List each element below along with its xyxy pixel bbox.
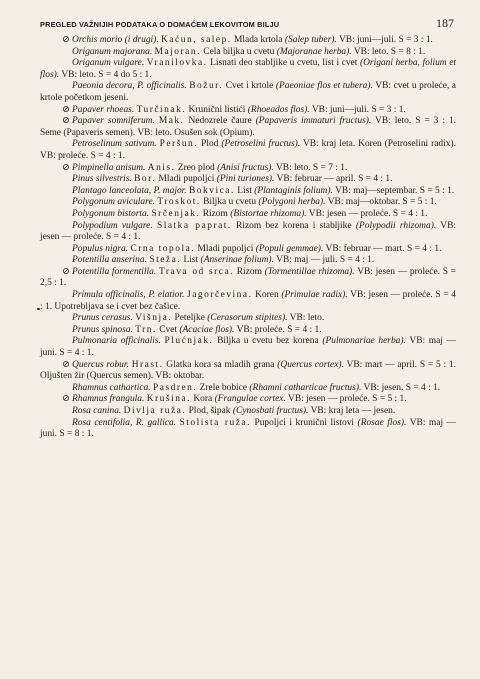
drug-name: (Salep tuber). [284, 35, 337, 45]
common-name: Krušina. [146, 394, 191, 405]
description: Mladi pupoljci [158, 174, 217, 185]
common-name: Plućnjak. [164, 336, 214, 347]
plant-entry [40, 406, 456, 418]
latin-name: Rosa canina. [72, 406, 122, 416]
common-name: Peršun. [159, 139, 199, 150]
harvest-info: VB: juni—juli. S = 3 : 1. [309, 104, 406, 115]
latin-name: Petroselinum sativum. [72, 139, 157, 150]
latin-name: Populus nigra. [72, 243, 129, 254]
latin-name: Origanum vulgare. [72, 58, 145, 69]
plant-entry [40, 267, 456, 290]
plant-entry [40, 163, 456, 175]
description: Krunični listići [188, 104, 248, 115]
marker-icon: ⊘ [62, 162, 70, 173]
drug-name: (Acaciae flos). [179, 324, 235, 335]
marker-icon: ⊘ [62, 116, 70, 127]
harvest-info: VB: maj — juli. S = 4 : 1. [273, 255, 375, 266]
description: List [183, 255, 201, 266]
marker-icon: ⊘ [62, 266, 70, 277]
harvest-info: VB: leto. S = 4 do 5 : 1. [59, 69, 152, 80]
common-name: Crna topola. [130, 243, 196, 254]
plant-entry [40, 209, 456, 221]
plant-entry [40, 394, 456, 406]
common-name: Vranilovka. [146, 58, 208, 69]
description: Plod [201, 139, 222, 150]
latin-name: Potentilla formentilla. [72, 266, 157, 277]
plant-entry [40, 35, 456, 47]
drug-name: (Polypodii rhizoma). [355, 220, 437, 231]
harvest-info: VB: leto. [287, 313, 325, 324]
drug-name: (Paeoniae flos et tubera). [275, 81, 373, 92]
description: Plod, šipak [188, 406, 233, 416]
harvest-info: VB: maj—oktobar. S = 5 : 1. [325, 197, 437, 208]
page-number: 187 [436, 16, 454, 30]
common-name: Majoran. [154, 46, 201, 57]
latin-name: Pulmonaria officinalis. [72, 336, 161, 347]
plant-entry [40, 383, 456, 395]
common-name: Kaćun, salep. [161, 35, 232, 45]
latin-name: Prunus cerasus. [72, 313, 133, 324]
plant-entry [40, 221, 456, 244]
common-name: Pasdren. [153, 382, 198, 393]
harvest-info: VB: maj — juni. S = 4 : 1. [40, 336, 457, 359]
latin-name: Quercus robur. [72, 359, 129, 370]
drug-name: (Anserinae folium). [200, 255, 274, 266]
plant-entry [40, 58, 456, 81]
description: Zrele bobice [199, 382, 250, 393]
drug-name: (Rhamni catharticae fructus). [249, 382, 362, 393]
latin-name: Paeonia decora, P. officinalis. [72, 81, 187, 92]
plant-entry [40, 116, 456, 139]
drug-name: (Origani herba, folium et flos). [40, 58, 457, 80]
drug-name: (Cerasorum stipites). [207, 313, 288, 324]
latin-name: Primula officinalis, P. elatior. [72, 290, 185, 301]
description: Lisnati deo stabljike u cvetu, list i cvet [210, 58, 360, 69]
plant-entry [40, 197, 456, 209]
common-name: Hrast. [131, 359, 164, 370]
harvest-info: VB: jesen — proleće. S = 4 : 1. Upotrebljava se i cvet bez čašice. [40, 290, 457, 312]
description: Biljka u cvetu bez korena [217, 336, 323, 347]
common-name: Božur. [189, 81, 224, 92]
common-name: Steža. [149, 255, 182, 266]
drug-name: (Rosae flos). [357, 417, 407, 428]
harvest-info: VB: proleće. S = 4 : 1. [234, 324, 322, 335]
description: Biljka u cvetu [203, 197, 259, 208]
latin-name: Papaver somniferum. [72, 116, 155, 127]
latin-name: Pimpinella anisum. [72, 162, 146, 173]
plant-entry [40, 105, 456, 117]
harvest-info: VB: maj — juni. S = 8 : 1. [40, 417, 457, 440]
description: Rizom [202, 208, 231, 219]
plant-entry [40, 174, 456, 186]
description: Koren [255, 290, 282, 301]
latin-name: Rhamnus frangula. [72, 394, 145, 405]
latin-name: Plantago lanceolata, P. major. [72, 185, 187, 196]
description: List [237, 185, 255, 196]
latin-name: Origanum majorana. [72, 46, 153, 57]
harvest-info: VB: jesen — proleće. S = 5 : 1. [285, 394, 407, 405]
latin-name: Polypodium vulgare. [72, 220, 153, 231]
marker-icon: ⊘ [62, 104, 70, 115]
latin-name: Rosa centifolia, R. gallica. [72, 417, 177, 428]
drug-name: (Majoranae herba). [276, 46, 352, 57]
harvest-info: VB: februar — mart. S = 4 : 1. [323, 243, 442, 254]
drug-name: (Pulmonariae herba). [322, 336, 406, 347]
harvest-info: VB: leto. S = 7 : 1. [273, 162, 348, 173]
harvest-info: VB: cvet u proleće, a krtole početkom jeseni. [40, 81, 456, 103]
drug-name: (Populi gemmae). [255, 243, 324, 254]
drug-name: (Polygoni herba). [258, 197, 326, 208]
entry-list [40, 35, 456, 441]
drug-name: (Papaveris immaturi fructus). [255, 116, 372, 127]
latin-name: Potentilla anserina. [72, 255, 147, 266]
latin-name: Papaver rhoeas. [72, 104, 135, 115]
harvest-info: VB: jesen — proleće. S = 4 : 1. [306, 208, 428, 219]
harvest-info: VB: jesen. S = 4 : 1. [361, 382, 441, 393]
description: Cvet [159, 324, 180, 335]
marker-icon: ⊘ [62, 359, 70, 370]
description: Rizom [236, 266, 265, 277]
drug-name: (Cynosbati fructus). [232, 406, 309, 416]
drug-name: (Petroselini fructus). [221, 139, 301, 150]
page-header [40, 14, 456, 31]
latin-name: Rhamnus cathartica. [72, 382, 151, 393]
plant-entry [40, 47, 456, 59]
description: Glatka kora sa mladih grana [166, 359, 278, 370]
plant-entry [40, 360, 456, 383]
harvest-info: VB: jesen — proleće. S = 4 : 1. [40, 220, 457, 243]
running-title: PREGLED VAŽNIJIH PODATAKA O DOMAĆEM LEKOVITOM BILJU [40, 20, 280, 29]
latin-name: Polygonum aviculare. [72, 197, 155, 208]
plant-entry [40, 336, 456, 359]
harvest-info: VB: kraj leta. Koren (Petroselini radix). VB: proleće. S = 4 : 1. [40, 139, 456, 161]
common-name: Mak. [158, 116, 185, 127]
harvest-info: VB: mart — april. S = 5 : 1. Oljušten žir (Quercus semen). VB: oktobar. [40, 359, 456, 382]
drug-name: (Plantaginis folium). [254, 185, 333, 196]
harvest-info: VB: kraj leta — jesen. [308, 406, 396, 416]
harvest-info: VB: februar — april. S = 4 : 1. [274, 174, 393, 185]
description: Nedozrele čaure [188, 116, 256, 127]
latin-name: Prunus spinosa. [72, 324, 133, 335]
common-name: Trn. [135, 324, 157, 335]
description: Mladi pupoljci [197, 243, 256, 254]
plant-entry [40, 139, 456, 162]
common-name: Trava od srca. [158, 266, 235, 277]
plant-entry [40, 255, 456, 267]
drug-name: (Pini turiones). [216, 174, 275, 185]
drug-name: (Bistortae rhizoma). [230, 208, 307, 219]
drug-name: (Frangulae cortex. [214, 394, 286, 405]
drug-name: (Rhoeados flos). [247, 104, 310, 115]
description: Mlada krtola [234, 35, 285, 45]
marker-icon: ⊘ [62, 394, 70, 405]
description: Pupoljci i krunični listovi [254, 417, 358, 428]
common-name: Bokvica. [189, 185, 235, 196]
common-name: Višnja. [135, 313, 173, 324]
harvest-info: VB: leto. S = 8 : 1. [351, 46, 426, 57]
common-name: Jagorčevina. [187, 290, 253, 301]
harvest-info: VB: juni—juli. S = 3 : 1. [336, 35, 433, 45]
drug-name: (Tormentillae rhizoma). [264, 266, 355, 277]
common-name: Bor. [134, 174, 157, 185]
description: Peteljke [174, 313, 208, 324]
latin-name: Polygonum bistorta. [72, 208, 150, 219]
description: Kora [193, 394, 215, 405]
common-name: Stolista ruža. [179, 417, 251, 428]
description: Cvet i krtole [225, 81, 276, 92]
drug-name: (Anisi fructus). [217, 162, 274, 173]
drug-name: (Primulae radix). [281, 290, 348, 301]
common-name: Slatka paprat. [156, 220, 232, 231]
common-name: Divlja ruža. [123, 406, 187, 416]
marker-icon: ⊘ [62, 35, 70, 45]
harvest-info: VB: maj—septembar. S = 5 : 1. [332, 185, 455, 196]
drug-name: (Quercus cortex). [277, 359, 344, 370]
common-name: Anis. [147, 162, 176, 173]
common-name: Turčinak. [136, 104, 187, 115]
plant-entry [40, 81, 456, 104]
harvest-info: VB: jesen — proleće. S = 2,5 : 1. [40, 266, 457, 289]
common-name: Srčenjak. [151, 208, 201, 219]
plant-entry [40, 313, 456, 325]
description: Rizom bez korena i stabljike [236, 220, 356, 231]
plant-entry [40, 290, 456, 313]
plant-entry [40, 325, 456, 337]
plant-entry [40, 244, 456, 256]
common-name: Troskot. [157, 197, 201, 208]
plant-entry [40, 186, 456, 198]
description: Zreo plod [177, 162, 218, 173]
description: Cela biljka u cvetu [203, 46, 277, 57]
ink-speck [37, 308, 40, 310]
plant-entry [40, 418, 456, 441]
harvest-info: VB: leto. S = 3 : 1. Seme (Papaveris semen). VB: leto. Osušen sok (Opium). [40, 116, 457, 138]
latin-name: Pinus silvestris. [72, 174, 132, 185]
latin-name: Orchis morio (i drugi). [72, 35, 159, 45]
